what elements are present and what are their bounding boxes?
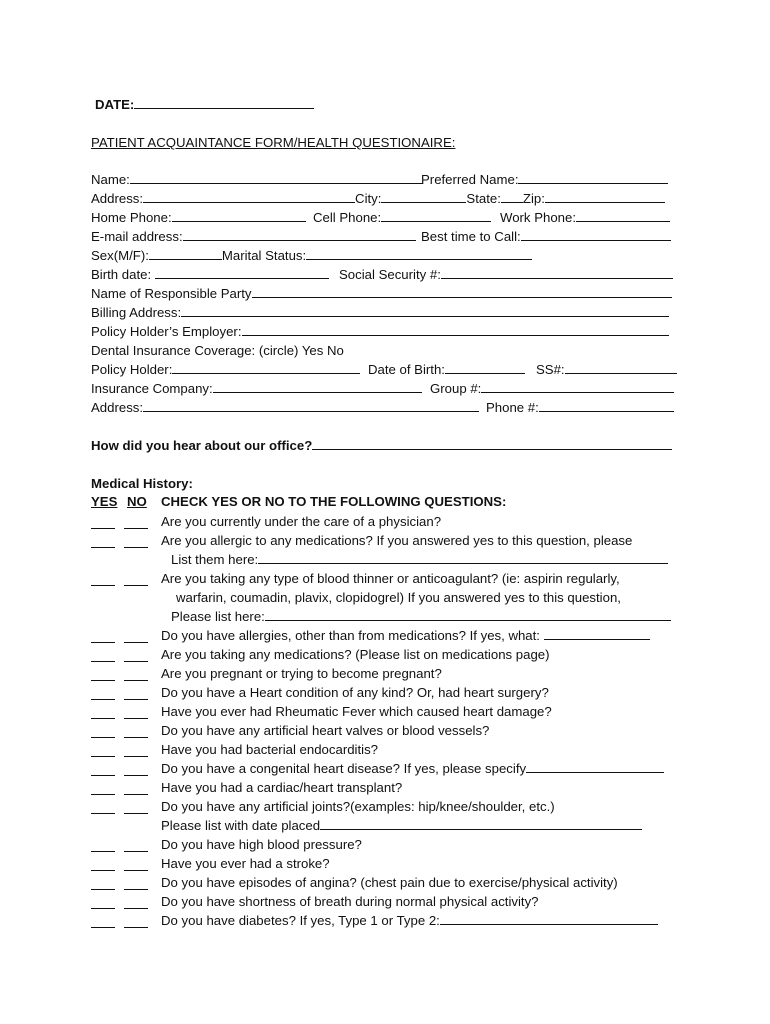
address-label: Address: — [91, 191, 144, 206]
q10-no-box[interactable] — [124, 743, 148, 757]
blood-thinner-list-row — [171, 608, 671, 626]
question-blood-thinner-cont: warfarin, coumadin, plavix, clopidogrel) If you answered yes to this question, — [176, 590, 621, 605]
other-allergies-label: Do you have allergies, other than from medications? If yes, what: — [161, 628, 540, 643]
city-label: City: — [355, 191, 382, 206]
q3-yes-box[interactable] — [91, 572, 115, 586]
preferred-name-label: Preferred Name: — [421, 172, 519, 187]
phone-row — [91, 209, 306, 227]
q14-yes-box[interactable] — [91, 838, 115, 852]
email-row — [91, 228, 416, 246]
address2-label: Address: — [91, 400, 144, 415]
responsible-party-label: Name of Responsible Party — [91, 286, 252, 301]
cell-phone-label: Cell Phone: — [313, 210, 382, 225]
name-label: Name: — [91, 172, 130, 187]
address-input[interactable] — [143, 190, 355, 203]
medication-allergy-list-input[interactable] — [258, 551, 668, 564]
address2-row — [91, 399, 479, 417]
responsible-party-input[interactable] — [252, 285, 672, 298]
policy-employer-row — [91, 323, 669, 341]
sex-label: Sex(M/F): — [91, 248, 149, 263]
q7-yes-box[interactable] — [91, 686, 115, 700]
ss2-field — [536, 361, 677, 379]
q1-yes-box[interactable] — [91, 515, 115, 529]
ss2-input[interactable] — [565, 361, 677, 374]
ss2-label: SS#: — [536, 362, 565, 377]
q5-no-box[interactable] — [124, 648, 148, 662]
instruction-text: CHECK YES OR NO TO THE FOLLOWING QUESTIONS: — [161, 494, 507, 509]
q16-no-box[interactable] — [124, 876, 148, 890]
question-heart-condition: Do you have a Heart condition of any kind? Or, had heart surgery? — [161, 685, 549, 700]
ssn-input[interactable] — [441, 266, 673, 279]
q4-no-box[interactable] — [124, 629, 148, 643]
policy-employer-label: Policy Holder’s Employer: — [91, 324, 242, 339]
joints-date-row — [161, 817, 642, 835]
insurance-company-label: Insurance Company: — [91, 381, 213, 396]
best-time-label: Best time to Call: — [421, 229, 521, 244]
q9-no-box[interactable] — [124, 724, 148, 738]
q2-yes-box[interactable] — [91, 534, 115, 548]
date-of-birth-field — [368, 361, 525, 379]
q8-yes-box[interactable] — [91, 705, 115, 719]
referral-row — [91, 437, 672, 455]
name-row — [91, 171, 423, 189]
home-phone-input[interactable] — [172, 209, 306, 222]
q7-no-box[interactable] — [124, 686, 148, 700]
work-phone-input[interactable] — [576, 209, 670, 222]
q12-yes-box[interactable] — [91, 781, 115, 795]
cell-phone-input[interactable] — [381, 209, 491, 222]
q16-yes-box[interactable] — [91, 876, 115, 890]
question-pregnant: Are you pregnant or trying to become pregnant? — [161, 666, 442, 681]
joints-date-input[interactable] — [320, 817, 642, 830]
medication-allergy-list-label: List them here: — [171, 552, 259, 567]
question-endocarditis: Have you had bacterial endocarditis? — [161, 742, 378, 757]
date-label: DATE: — [95, 97, 135, 112]
question-rheumatic-fever: Have you ever had Rheumatic Fever which caused heart damage? — [161, 704, 552, 719]
question-diabetes — [161, 912, 658, 930]
insurance-company-row — [91, 380, 422, 398]
group-input[interactable] — [481, 380, 674, 393]
city-input[interactable] — [381, 190, 466, 203]
sex-input[interactable] — [149, 247, 222, 260]
question-congenital-heart — [161, 760, 664, 778]
medical-history-heading: Medical History: — [91, 476, 193, 491]
billing-address-label: Billing Address: — [91, 305, 182, 320]
ssn-field — [339, 266, 673, 284]
billing-address-input[interactable] — [181, 304, 669, 317]
q11-yes-box[interactable] — [91, 762, 115, 776]
phone-label: Phone #: — [486, 400, 539, 415]
q5-yes-box[interactable] — [91, 648, 115, 662]
sex-row — [91, 247, 532, 265]
group-field — [430, 380, 674, 398]
q6-yes-box[interactable] — [91, 667, 115, 681]
congenital-heart-label: Do you have a congenital heart disease? If yes, please specify — [161, 761, 527, 776]
email-input[interactable] — [183, 228, 416, 241]
policy-holder-label: Policy Holder: — [91, 362, 173, 377]
date-input[interactable] — [134, 96, 314, 109]
q3-no-box[interactable] — [124, 572, 148, 586]
birth-date-input[interactable] — [155, 266, 329, 279]
work-phone-field — [500, 209, 670, 227]
date-field — [95, 96, 314, 114]
q17-no-box[interactable] — [124, 895, 148, 909]
other-allergies-input[interactable] — [544, 627, 650, 640]
insurance-company-input[interactable] — [213, 380, 422, 393]
email-label: E-mail address: — [91, 229, 183, 244]
q10-yes-box[interactable] — [91, 743, 115, 757]
policy-employer-input[interactable] — [242, 323, 669, 336]
date-of-birth-input[interactable] — [445, 361, 525, 374]
question-artificial-valves: Do you have any artificial heart valves or blood vessels? — [161, 723, 490, 738]
form-title: PATIENT ACQUAINTANCE FORM/HEALTH QUESTIONAIRE: — [91, 135, 456, 150]
no-column-header: NO — [127, 494, 147, 509]
question-shortness-breath: Do you have shortness of breath during normal physical activity? — [161, 894, 539, 909]
birth-date-label: Birth date: — [91, 267, 152, 282]
preferred-name-field — [421, 171, 668, 189]
phone-field — [486, 399, 674, 417]
congenital-heart-input[interactable] — [526, 760, 664, 773]
question-other-allergies — [161, 627, 650, 645]
q15-no-box[interactable] — [124, 857, 148, 871]
question-stroke: Have you ever had a stroke? — [161, 856, 330, 871]
best-time-input[interactable] — [521, 228, 671, 241]
responsible-party-row — [91, 285, 672, 303]
q13-yes-box[interactable] — [91, 800, 115, 814]
joints-date-label: Please list with date placed — [161, 818, 321, 833]
referral-input[interactable] — [312, 437, 672, 450]
question-blood-thinner: Are you taking any type of blood thinner or anticoagulant? (ie: aspirin regularly, — [161, 571, 620, 586]
blood-thinner-list-label: Please list here: — [171, 609, 265, 624]
question-medications: Are you taking any medications? (Please list on medications page) — [161, 647, 550, 662]
zip-label: Zip: — [522, 191, 545, 206]
q18-yes-box[interactable] — [91, 914, 115, 928]
q18-no-box[interactable] — [124, 914, 148, 928]
home-phone-label: Home Phone: — [91, 210, 172, 225]
q9-yes-box[interactable] — [91, 724, 115, 738]
question-angina: Do you have episodes of angina? (chest pain due to exercise/physical activity) — [161, 875, 618, 890]
birth-date-row — [91, 266, 329, 284]
cell-phone-field — [313, 209, 491, 227]
q4-yes-box[interactable] — [91, 629, 115, 643]
question-blood-pressure: Do you have high blood pressure? — [161, 837, 362, 852]
ssn-label: Social Security #: — [339, 267, 441, 282]
date-of-birth-label: Date of Birth: — [368, 362, 445, 377]
diabetes-label: Do you have diabetes? If yes, Type 1 or Type 2: — [161, 913, 440, 928]
medication-allergy-list-row — [171, 551, 668, 569]
policy-holder-input[interactable] — [172, 361, 360, 374]
phone-input[interactable] — [539, 399, 674, 412]
q6-no-box[interactable] — [124, 667, 148, 681]
q8-no-box[interactable] — [124, 705, 148, 719]
diabetes-input[interactable] — [440, 912, 658, 925]
dental-coverage-row[interactable]: Dental Insurance Coverage: (circle) Yes No — [91, 343, 344, 358]
address-row — [91, 190, 665, 208]
q11-no-box[interactable] — [124, 762, 148, 776]
q15-yes-box[interactable] — [91, 857, 115, 871]
name-input[interactable] — [130, 171, 423, 184]
yes-column-header: YES — [91, 494, 118, 509]
q13-no-box[interactable] — [124, 800, 148, 814]
state-label: State: — [466, 191, 501, 206]
preferred-name-input[interactable] — [518, 171, 668, 184]
q12-no-box[interactable] — [124, 781, 148, 795]
best-time-field — [421, 228, 671, 246]
zip-input[interactable] — [545, 190, 665, 203]
work-phone-label: Work Phone: — [500, 210, 576, 225]
question-heart-transplant: Have you had a cardiac/heart transplant? — [161, 780, 403, 795]
address2-input[interactable] — [143, 399, 479, 412]
group-label: Group #: — [430, 381, 482, 396]
state-input[interactable] — [501, 190, 523, 203]
q14-no-box[interactable] — [124, 838, 148, 852]
referral-label: How did you hear about our office? — [91, 438, 313, 453]
marital-status-input[interactable] — [306, 247, 532, 260]
policy-holder-row — [91, 361, 360, 379]
billing-address-row — [91, 304, 669, 322]
marital-status-label: Marital Status: — [221, 248, 307, 263]
question-artificial-joints: Do you have any artificial joints?(examples: hip/knee/shoulder, etc.) — [161, 799, 555, 814]
q1-no-box[interactable] — [124, 515, 148, 529]
question-medication-allergy: Are you allergic to any medications? If you answered yes to this question, please — [161, 533, 633, 548]
question-physician-care: Are you currently under the care of a physician? — [161, 514, 442, 529]
blood-thinner-list-input[interactable] — [265, 608, 671, 621]
q2-no-box[interactable] — [124, 534, 148, 548]
q17-yes-box[interactable] — [91, 895, 115, 909]
